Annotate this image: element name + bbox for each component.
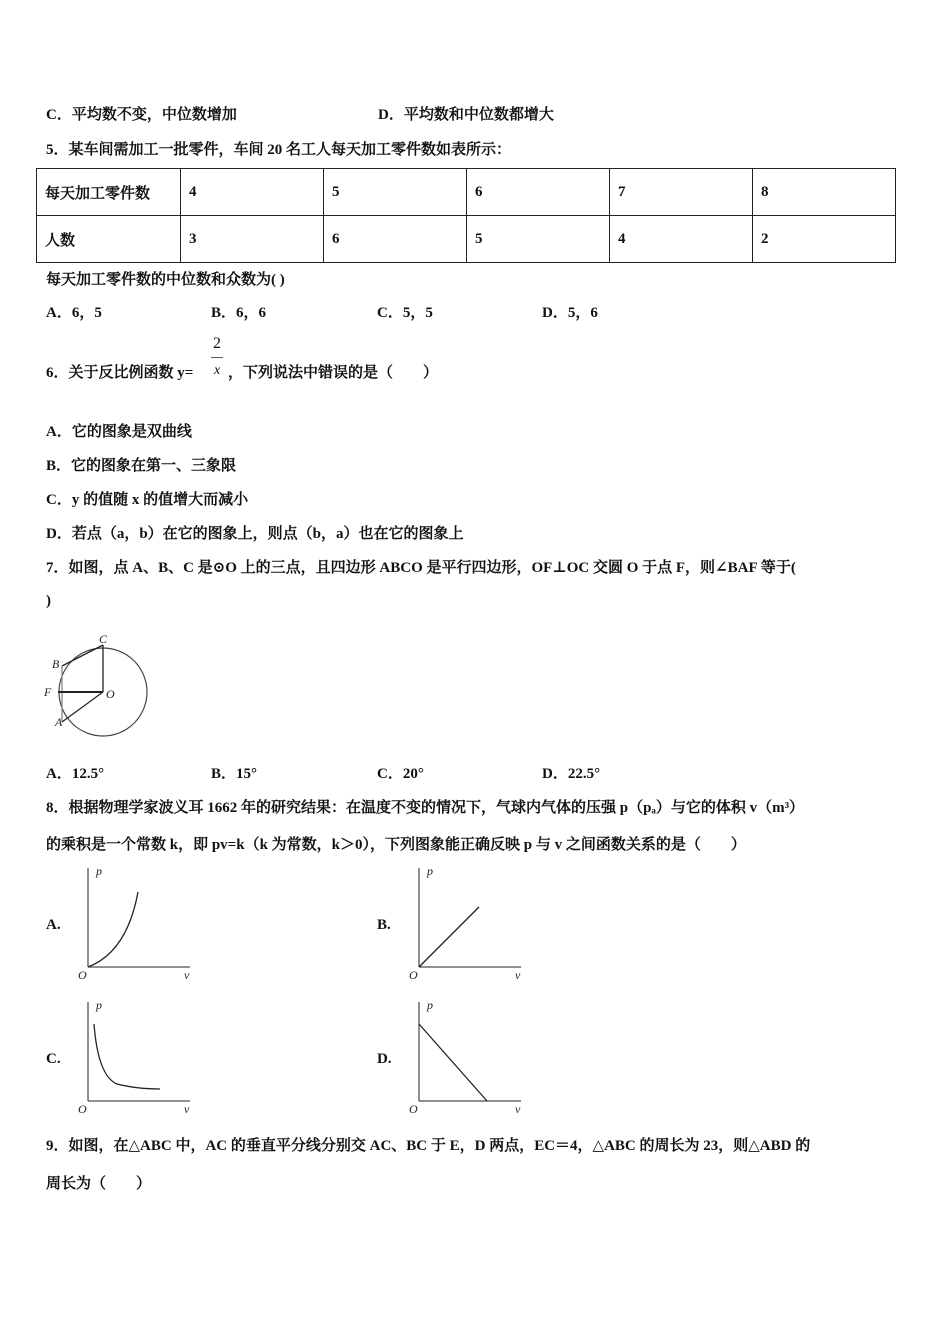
- label-a: A: [55, 715, 63, 729]
- q5-stem: 5．某车间需加工一批零件，车间 20 名工人每天加工零件数如表所示：: [46, 142, 512, 158]
- q5-question: 每天加工零件数的中位数和众数为( ): [46, 272, 285, 288]
- q6-option-d: D．若点（a，b）在它的图象上，则点（b，a）也在它的图象上: [46, 526, 464, 542]
- q5-option-a: A．6，5: [46, 305, 102, 321]
- graph-c-hyperbola: [72, 996, 197, 1118]
- q5-option-c: C．5，5: [377, 305, 433, 321]
- label-c: C: [99, 632, 108, 646]
- q7-option-d: D．22.5°: [542, 766, 601, 782]
- graph-d-decreasing-linear: [403, 996, 528, 1118]
- axis-label-v: v: [184, 968, 190, 982]
- table-row: [37, 216, 896, 263]
- label-b: B: [52, 657, 60, 671]
- q6-stem-pre: 6．关于反比例函数 y=: [46, 365, 194, 381]
- label-f: F: [44, 685, 52, 699]
- q8-option-b: B.: [377, 917, 391, 933]
- q6-fraction-denominator: x: [214, 363, 221, 378]
- origin-label: O: [409, 1102, 418, 1116]
- q7-stem-cont: ): [46, 593, 51, 609]
- table-cell: 4: [181, 169, 324, 216]
- fraction-bar: [211, 357, 223, 358]
- q7-option-b: B．15°: [211, 766, 258, 782]
- q9-stem: 9．如图，在△ABC 中，AC 的垂直平分线分别交 AC、BC 于 E，D 两点，EC＝4，△ABC 的周长为 23，则△ABD 的: [46, 1138, 811, 1154]
- q9-stem-cont: 周长为（ ）: [46, 1176, 152, 1192]
- q6-option-b: B．它的图象在第一、三象限: [46, 458, 237, 474]
- q4-option-c: C．平均数不变，中位数增加: [46, 107, 237, 123]
- graph-b-linear: [403, 862, 528, 984]
- q7-option-a: A．12.5°: [46, 766, 105, 782]
- label-o: O: [106, 687, 115, 701]
- origin-label: O: [409, 968, 418, 982]
- q8-option-c: C.: [46, 1051, 61, 1067]
- origin-label: O: [78, 1102, 87, 1116]
- q8-option-a: A.: [46, 917, 61, 933]
- axis-label-p: p: [427, 864, 433, 878]
- origin-label: O: [78, 968, 87, 982]
- table-cell: 每天加工零件数: [37, 169, 181, 216]
- table-cell: 6: [324, 216, 467, 263]
- q5-option-d: D．5，6: [542, 305, 598, 321]
- graph-a-convex-increasing: [72, 862, 197, 984]
- table-cell: 5: [324, 169, 467, 216]
- table-cell: 3: [181, 216, 324, 263]
- table-row: [37, 169, 896, 216]
- q7-stem: 7．如图，点 A、B、C 是⊙O 上的三点，且四边形 ABCO 是平行四边形，OF⊥OC 交圆 O 于点 F，则∠BAF 等于(: [46, 560, 796, 576]
- table-cell: 4: [610, 216, 753, 263]
- axis-label-v: v: [515, 1102, 521, 1116]
- axis-label-p: p: [96, 998, 102, 1012]
- axis-label-v: v: [515, 968, 521, 982]
- q6-option-c: C．y 的值随 x 的值增大而减小: [46, 492, 249, 508]
- q8-stem-cont: 的乘积是一个常数 k，即 pv=k（k 为常数，k＞0），下列图象能正确反映 p 与 v 之间函数关系的是（ ）: [46, 837, 746, 853]
- q6-option-a: A．它的图象是双曲线: [46, 424, 192, 440]
- table-cell: 2: [753, 216, 896, 263]
- q6-stem-post: ，下列说法中错误的是（ ）: [228, 365, 439, 381]
- table-cell: 8: [753, 169, 896, 216]
- table-cell: 6: [467, 169, 610, 216]
- axis-label-v: v: [184, 1102, 190, 1116]
- table-cell: 人数: [37, 216, 181, 263]
- q8-stem: 8．根据物理学家波义耳 1662 年的研究结果：在温度不变的情况下，气球内气体的压强 p（pₐ）与它的体积 v（m³）: [46, 800, 805, 816]
- q7-circle-figure: [40, 630, 160, 745]
- table-cell: 7: [610, 169, 753, 216]
- q5-option-b: B．6，6: [211, 305, 267, 321]
- axis-label-p: p: [96, 864, 102, 878]
- q7-option-c: C．20°: [377, 766, 424, 782]
- axis-label-p: p: [427, 998, 433, 1012]
- q6-fraction-numerator: 2: [213, 335, 221, 352]
- table-cell: 5: [467, 216, 610, 263]
- q8-option-d: D.: [377, 1051, 392, 1067]
- q5-table: [36, 168, 896, 263]
- q4-option-d: D．平均数和中位数都增大: [378, 107, 554, 123]
